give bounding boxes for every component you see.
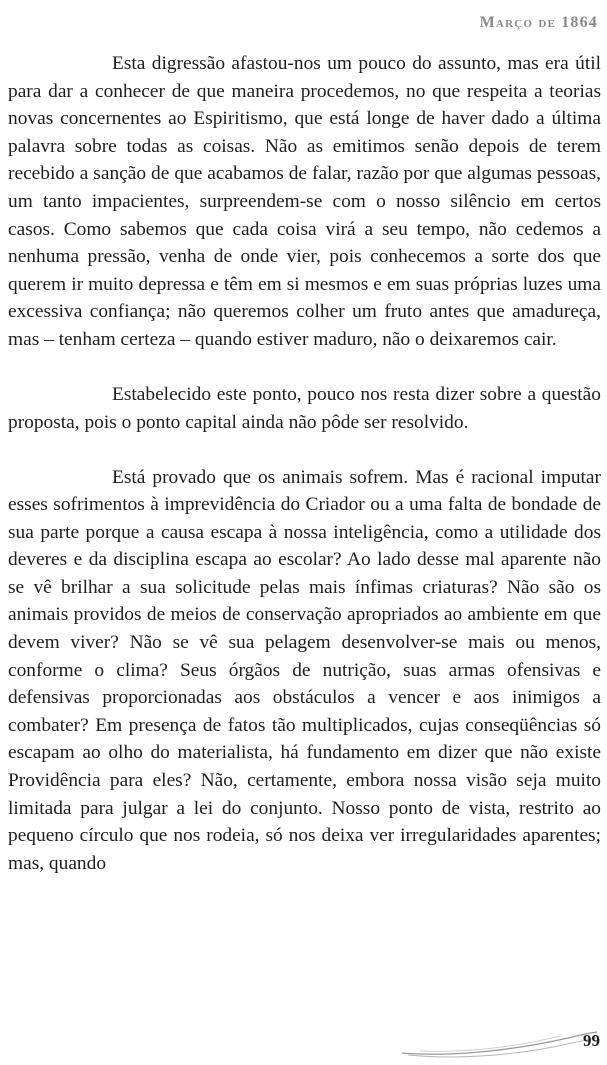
swoosh-ornament-icon xyxy=(400,1024,600,1064)
paragraph-animals-suffer: Está provado que os animais sofrem. Mas é racional imputar esses sofrimentos à imprevidência do Criador ou a uma falta de bondade de sua parte porque a causa escapa à nossa inteligência, como a utilidade dos deveres e da disciplina escapa ao escolar? Ao lado desse mal aparente não se vê brilhar a sua solicitude pelas mais ínfimas criaturas? Não são os animais providos de meios de conservação apropriados ao ambiente em que devem viver? Não se vê sua pelagem desenvolver-se mais ou menos, conforme o clima? Seus órgãos de nutrição, suas armas ofensivas e defensivas proporcionadas aos obstáculos a vencer e aos inimigos a combater? Em presença de fatos tão multiplicados, cujas conseqüências só escapam ao olho do materialista, há fundamento em dizer que não existe Providência para eles? Não, certamente, embora nossa visão seja muito limitada para julgar a lei do conjunto. Nosso ponto de vista, restrito ao pequeno círculo que nos rodeia, só nos deixa ver irregularidades aparentes; mas, quando xyxy=(8,466,601,874)
page-number: 99 xyxy=(583,1031,600,1050)
page-footer xyxy=(0,1020,607,1065)
paragraph-digression: Esta digressão afastou-nos um pouco do assunto, mas era útil para dar a conhecer de que maneira procedemos, no que respeita a teorias novas concernentes ao Espiritismo, que está longe de haver dado a última palavra sobre todas as coisas. Não as emitimos senão depois de terem recebido a sanção de que acabamos de falar, razão por que algumas pessoas, um tanto impacientes, surpreendem-se com o nosso silêncio em certos casos. Como sabemos que cada coisa virá a seu tempo, não cedemos a nenhuma pressão, venha de onde vier, pois conhecemos a sorte dos que querem ir muito depressa e têm em si mesmos e em suas próprias luzes uma excessiva confiança; não queremos colher um fruto antes que amadureça, mas – tenham certeza – quando estiver maduro, não o deixaremos cair. xyxy=(8,53,601,350)
text-body xyxy=(8,50,601,877)
paragraph-established-point: Estabelecido este ponto, pouco nos resta dizer sobre a questão proposta, pois o ponto capital ainda não pôde ser resolvido. xyxy=(8,383,601,433)
running-head: Março de 1864 xyxy=(479,14,598,31)
